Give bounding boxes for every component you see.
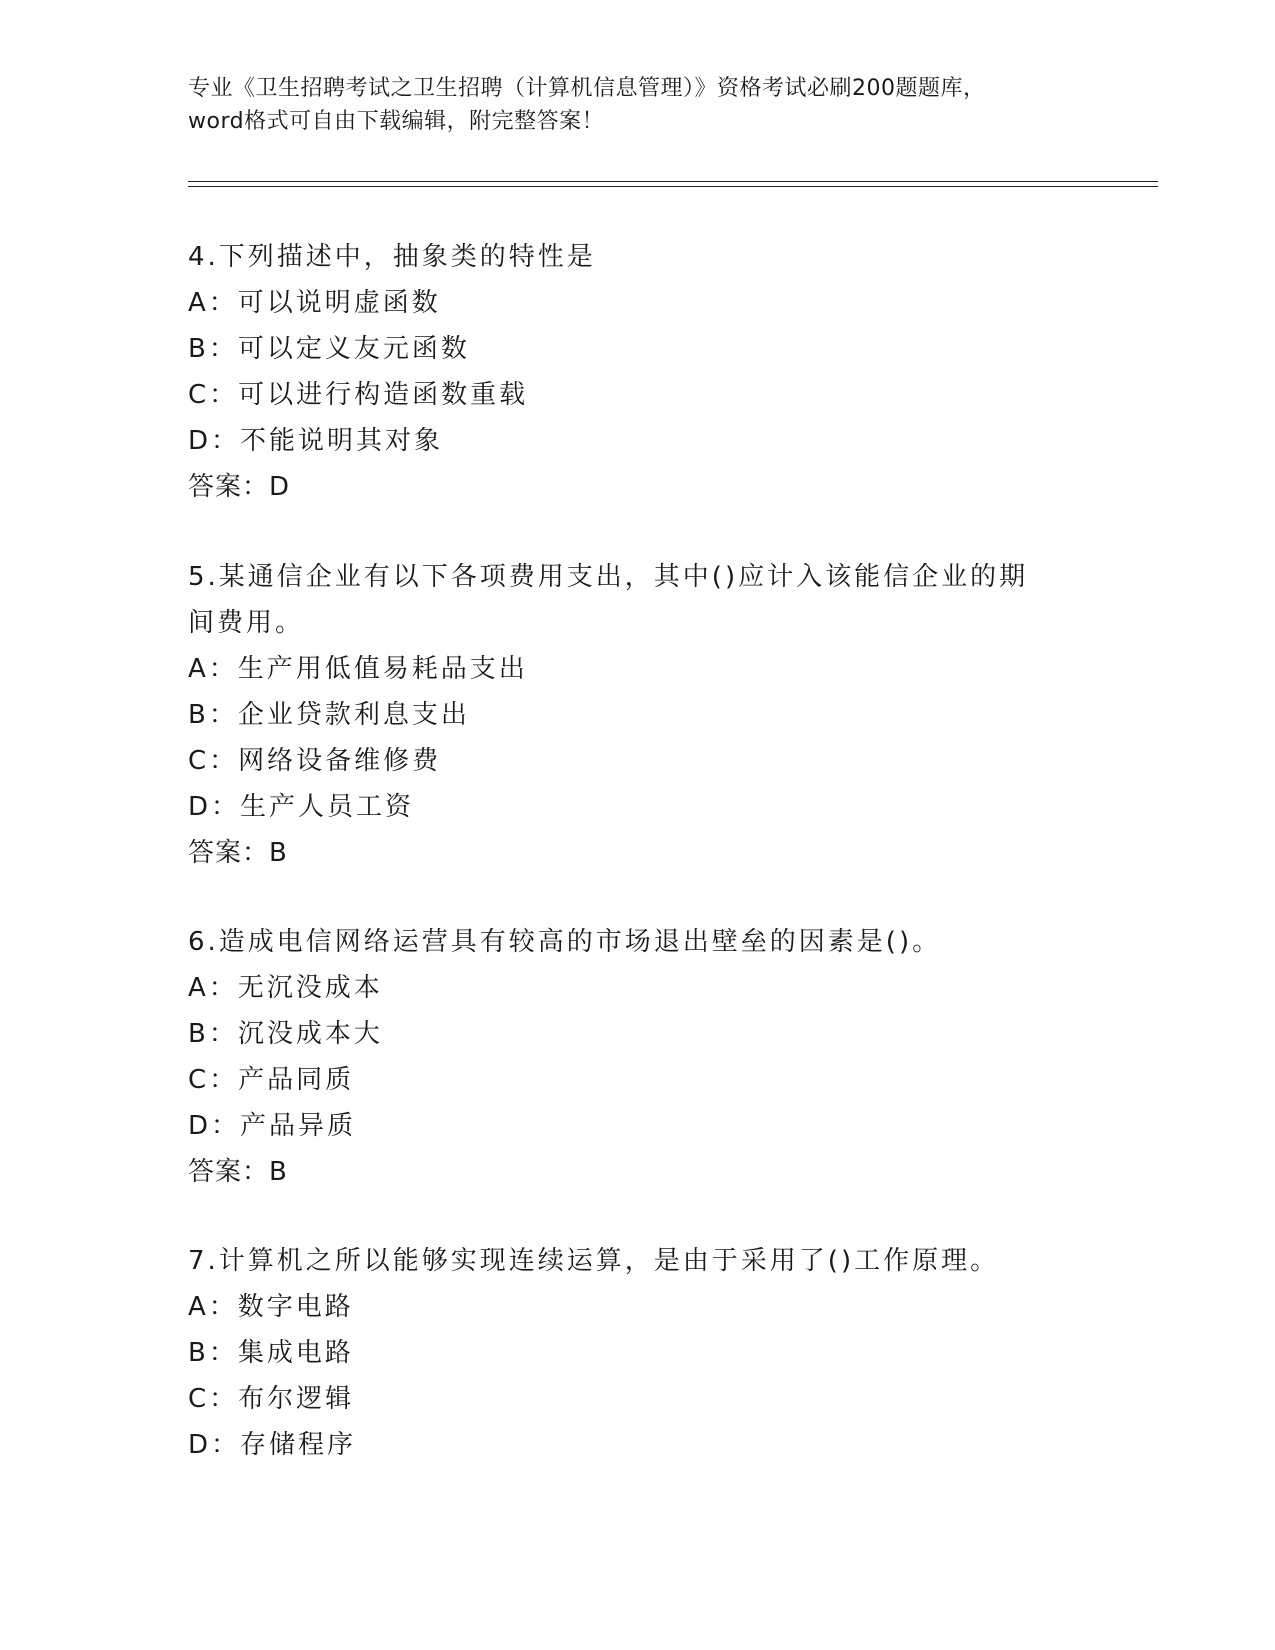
option-c: C：网络设备维修费 [188,746,442,776]
answer: 答案：B [188,1157,288,1187]
header-divider-top [188,181,1158,182]
header-line-2: word格式可自由下载编辑，附完整答案！ [188,109,605,134]
option-d: D：生产人员工资 [188,792,415,822]
header-divider-bottom [188,186,1158,187]
option-c: C：可以进行构造函数重载 [188,380,529,410]
question-stem: 7.计算机之所以能够实现连续运算，是由于采用了()工作原理。 [188,1246,1000,1276]
option-d: D：存储程序 [188,1430,357,1460]
question-stem: 5.某通信企业有以下各项费用支出，其中()应计入该能信企业的期间费用。 [188,562,1029,638]
option-a: A：无沉没成本 [188,973,383,1003]
answer: 答案：B [188,838,288,868]
question-stem: 6.造成电信网络运营具有较高的市场退出壁垒的因素是()。 [188,927,942,957]
option-b: B：企业贷款利息支出 [188,700,470,730]
document-header [188,72,1088,138]
option-d: D：产品异质 [188,1111,357,1141]
question-7 [188,1238,1088,1468]
option-b: B：集成电路 [188,1338,354,1368]
option-b: B：可以定义友元函数 [188,334,470,364]
question-4 [188,234,1088,510]
option-b: B：沉没成本大 [188,1019,383,1049]
option-c: C：布尔逻辑 [188,1384,355,1414]
option-d: D：不能说明其对象 [188,426,444,456]
option-c: C：产品同质 [188,1065,355,1095]
option-a: A：数字电路 [188,1292,354,1322]
option-a: A：生产用低值易耗品支出 [188,654,528,684]
option-a: A：可以说明虚函数 [188,288,441,318]
question-6 [188,919,1088,1195]
question-stem: 4.下列描述中，抽象类的特性是 [188,242,596,272]
answer: 答案：D [188,472,291,502]
header-line-1: 专业《卫生招聘考试之卫生招聘（计算机信息管理）》资格考试必刷200题题库， [188,76,986,101]
question-5 [188,554,1088,876]
